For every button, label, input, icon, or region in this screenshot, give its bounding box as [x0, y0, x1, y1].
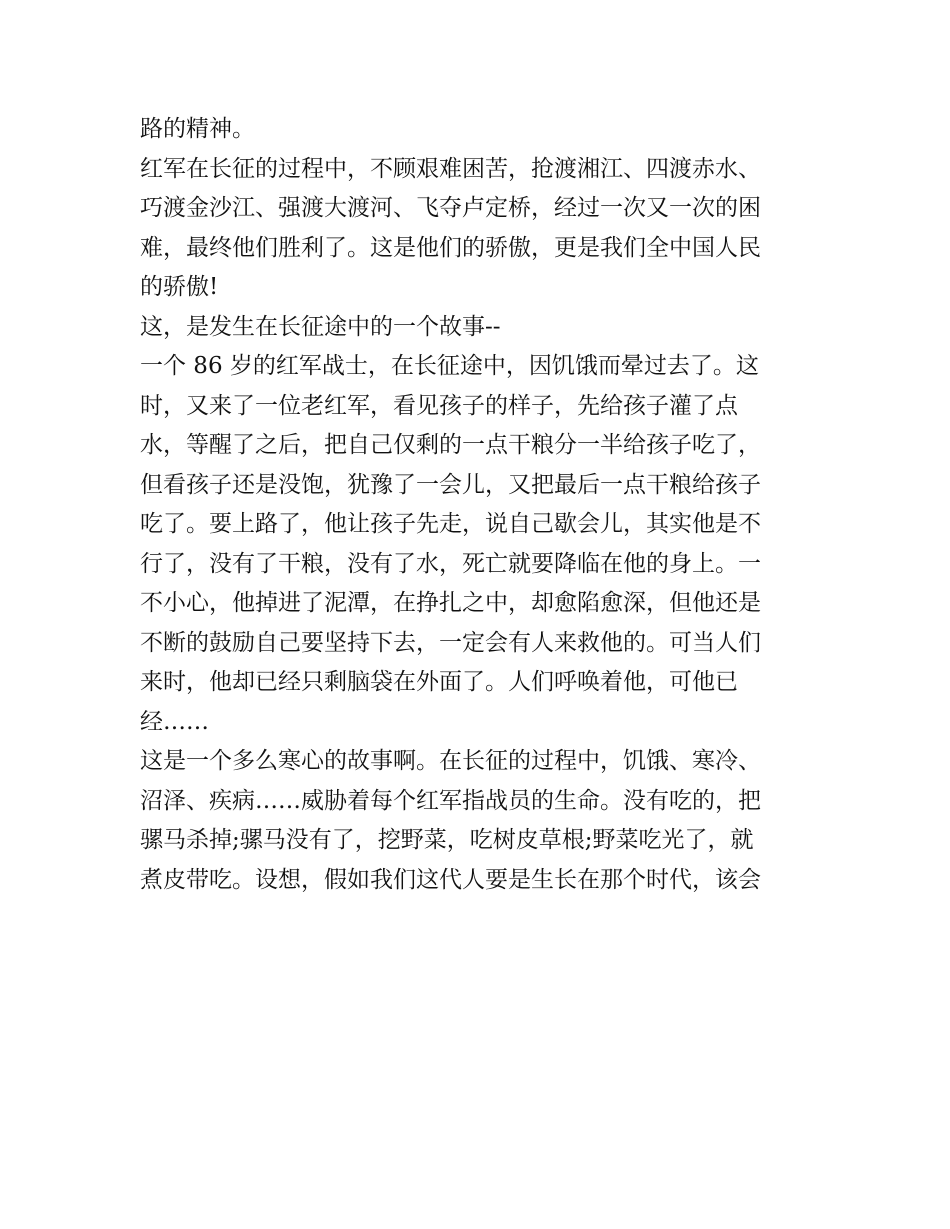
text-line: 巧渡金沙江、强渡大渡河、飞夺卢定桥，经过一次又一次的困 — [140, 195, 761, 221]
text-line: 一个 86 岁的红军战士，在长征途中，因饥饿而晕过去了。这 — [140, 353, 759, 379]
text-line: 沼泽、疾病……威胁着每个红军指战员的生命。没有吃的，把 — [140, 787, 761, 814]
text-line: 行了，没有了干粮，没有了水，死亡就要降临在他的身上。一 — [140, 550, 761, 577]
text-line: 的骄傲! — [140, 274, 219, 300]
text-line: 经…… — [140, 708, 209, 735]
text-line: 不小心，他掉进了泥潭，在挣扎之中，却愈陷愈深，但他还是 — [140, 590, 761, 616]
text-line: 这是一个多么寒心的故事啊。在长征的过程中，饥饿、寒冷、 — [140, 748, 761, 774]
text-line: 但看孩子还是没饱，犹豫了一会儿，又把最后一点干粮给孩子 — [140, 471, 761, 498]
body-text — [140, 110, 820, 900]
text-line: 难，最终他们胜利了。这是他们的骄傲，更是我们全中国人民 — [140, 234, 761, 261]
text-line: 不断的鼓励自己要坚持下去，一定会有人来救他的。可当人们 — [140, 629, 761, 656]
text-line: 红军在长征的过程中，不顾艰难困苦，抢渡湘江、四渡赤水、 — [140, 155, 761, 182]
text-line: 来时，他却已经只剩脑袋在外面了。人们呼唤着他，可他已 — [140, 669, 738, 695]
text-line: 这，是发生在长征途中的一个故事-- — [140, 313, 501, 340]
text-line: 时，又来了一位老红军，看见孩子的样子，先给孩子灌了点 — [140, 392, 738, 419]
text-line: 煮皮带吃。设想，假如我们这代人要是生长在那个时代，该会 — [140, 866, 761, 893]
text-line: 吃了。要上路了，他让孩子先走，说自己歇会儿，其实他是不 — [140, 511, 761, 537]
text-line: 路的精神。 — [140, 116, 255, 142]
text-line: 骡马杀掉;骡马没有了，挖野菜，吃树皮草根;野菜吃光了，就 — [140, 827, 754, 853]
text-line: 水，等醒了之后，把自己仅剩的一点干粮分一半给孩子吃了， — [140, 432, 761, 458]
